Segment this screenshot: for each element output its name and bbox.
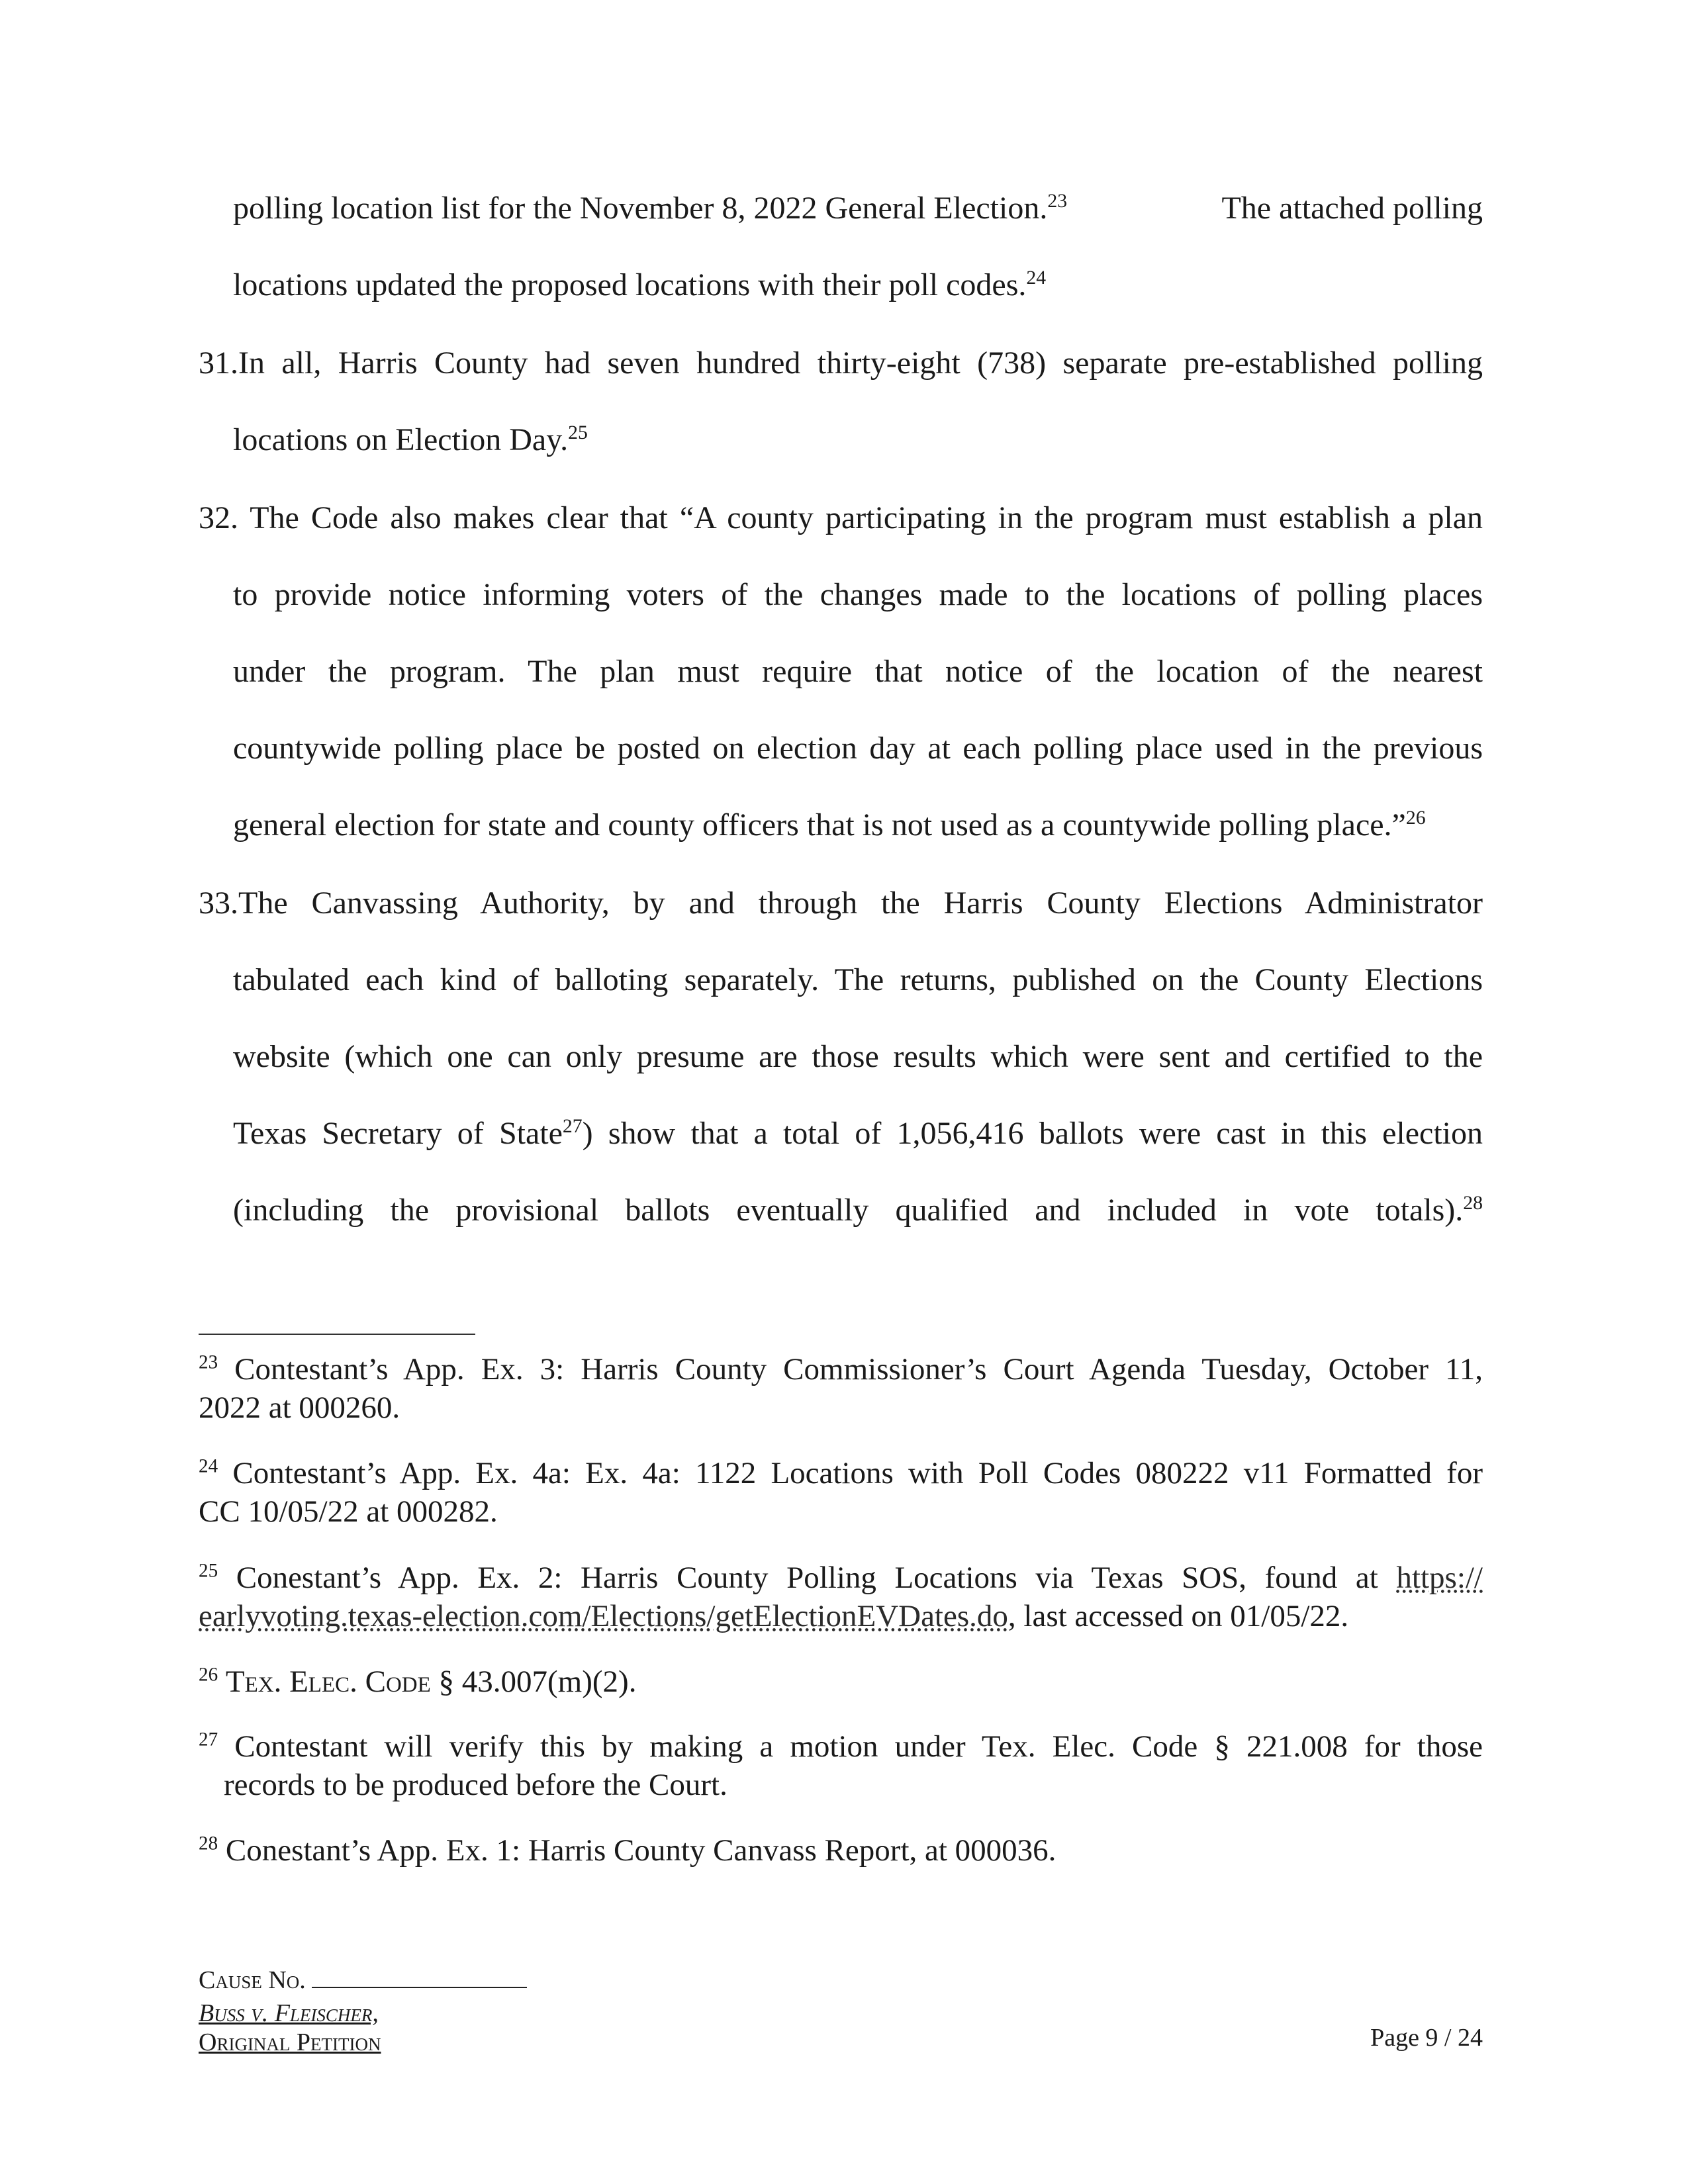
para-33-line-2: tabulated each kind of balloting separately. The returns, published on the County Elections bbox=[233, 962, 1483, 997]
para-33-line-1: 33.The Canvassing Authority, by and through the Harris County Elections Administrator bbox=[199, 886, 1483, 921]
cause-number-blank bbox=[312, 1964, 527, 1988]
para-31-line-1: 31.In all, Harris County had seven hundred thirty-eight (738) separate pre-established polling bbox=[199, 345, 1483, 381]
para-32-line-3: under the program. The plan must require that notice of the location of the nearest bbox=[233, 654, 1483, 689]
footnote-ref-24[interactable]: 24 bbox=[1026, 267, 1047, 289]
footnote-25: $^{25}$ Conestant’s App. Ex. 2: Harris County Polling Locations via Texas SOS, found at https:// earlyvoting.texas-election.com/Elections/getElectionEVDates.do, last accessed on 01/05/22. bbox=[199, 1560, 1483, 1633]
para-32-line-4: countywide polling place be posted on election day at each polling place used in the previous bbox=[233, 731, 1483, 766]
page-number: Page 9 / 24 bbox=[1370, 2024, 1483, 2052]
case-name: Buss v. Fleischer, bbox=[199, 1999, 379, 2027]
footnote-separator bbox=[199, 1334, 475, 1335]
footnote-24: $^{24}$ Contestant’s App. Ex. 4a: Ex. 4a: 1122 Locations with Poll Codes 080222 v11 Formatted for CC 10/05/22 at 000282. bbox=[199, 1455, 1483, 1529]
footnote-ref-25[interactable]: 25 bbox=[568, 422, 588, 443]
para-32-line-5: general election for state and county officers that is not used as a countywide polling place.”$^{26}$ bbox=[233, 807, 1426, 842]
sos-link-part-2[interactable]: earlyvoting.texas-election.com/Elections/getElectionEVDates.do bbox=[199, 1599, 1008, 1633]
para-32-line-1: 32. The Code also makes clear that “A county participating in the program must establish a plan bbox=[199, 500, 1483, 535]
para-30-line-1: polling location list for the November 8, 2022 General Election.$^{23}$ The attached polling bbox=[233, 190, 1483, 226]
para-32-line-2: to provide notice informing voters of the changes made to the locations of polling places bbox=[233, 577, 1483, 612]
footnote-ref-28[interactable]: 28 bbox=[1463, 1192, 1483, 1214]
footnote-27: $^{27}$ Contestant will verify this by making a motion under Tex. Elec. Code § 221.008 for those records to be produced before the Court. bbox=[199, 1729, 1483, 1802]
para-33-line-4: Texas Secretary of State$^{27}$) show that a total of 1,056,416 ballots were cast in this election bbox=[233, 1115, 1483, 1151]
para-33-line-3: website (which one can only presume are those results which were sent and certified to the bbox=[233, 1039, 1483, 1074]
sos-link-part-1[interactable]: https:// bbox=[1396, 1561, 1483, 1595]
footnote-ref-27[interactable]: 27 bbox=[562, 1115, 583, 1137]
page-footer bbox=[199, 1964, 527, 2057]
document-title: Original Petition bbox=[199, 2028, 381, 2056]
cause-number-line: Cause No. bbox=[199, 1964, 527, 1995]
para-31-line-2: locations on Election Day.$^{25}$ bbox=[233, 422, 588, 457]
footnote-26: $^{26}$ Tex. Elec. Code § 43.007(m)(2). bbox=[199, 1664, 637, 1699]
footnote-28: $^{28}$ Conestant’s App. Ex. 1: Harris County Canvass Report, at 000036. bbox=[199, 1833, 1056, 1868]
para-30-line-2: locations updated the proposed locations with their poll codes.$^{24}$ bbox=[233, 267, 1047, 302]
para-33-line-5: (including the provisional ballots eventually qualified and included in vote totals).$^{28}$ bbox=[233, 1192, 1483, 1228]
footnote-ref-23[interactable]: 23 bbox=[1047, 190, 1068, 212]
footnote-ref-26[interactable]: 26 bbox=[1405, 807, 1426, 829]
footnote-23: $^{23}$ Contestant’s App. Ex. 3: Harris County Commissioner’s Court Agenda Tuesday, October 11, 2022 at 000260. bbox=[199, 1351, 1483, 1425]
